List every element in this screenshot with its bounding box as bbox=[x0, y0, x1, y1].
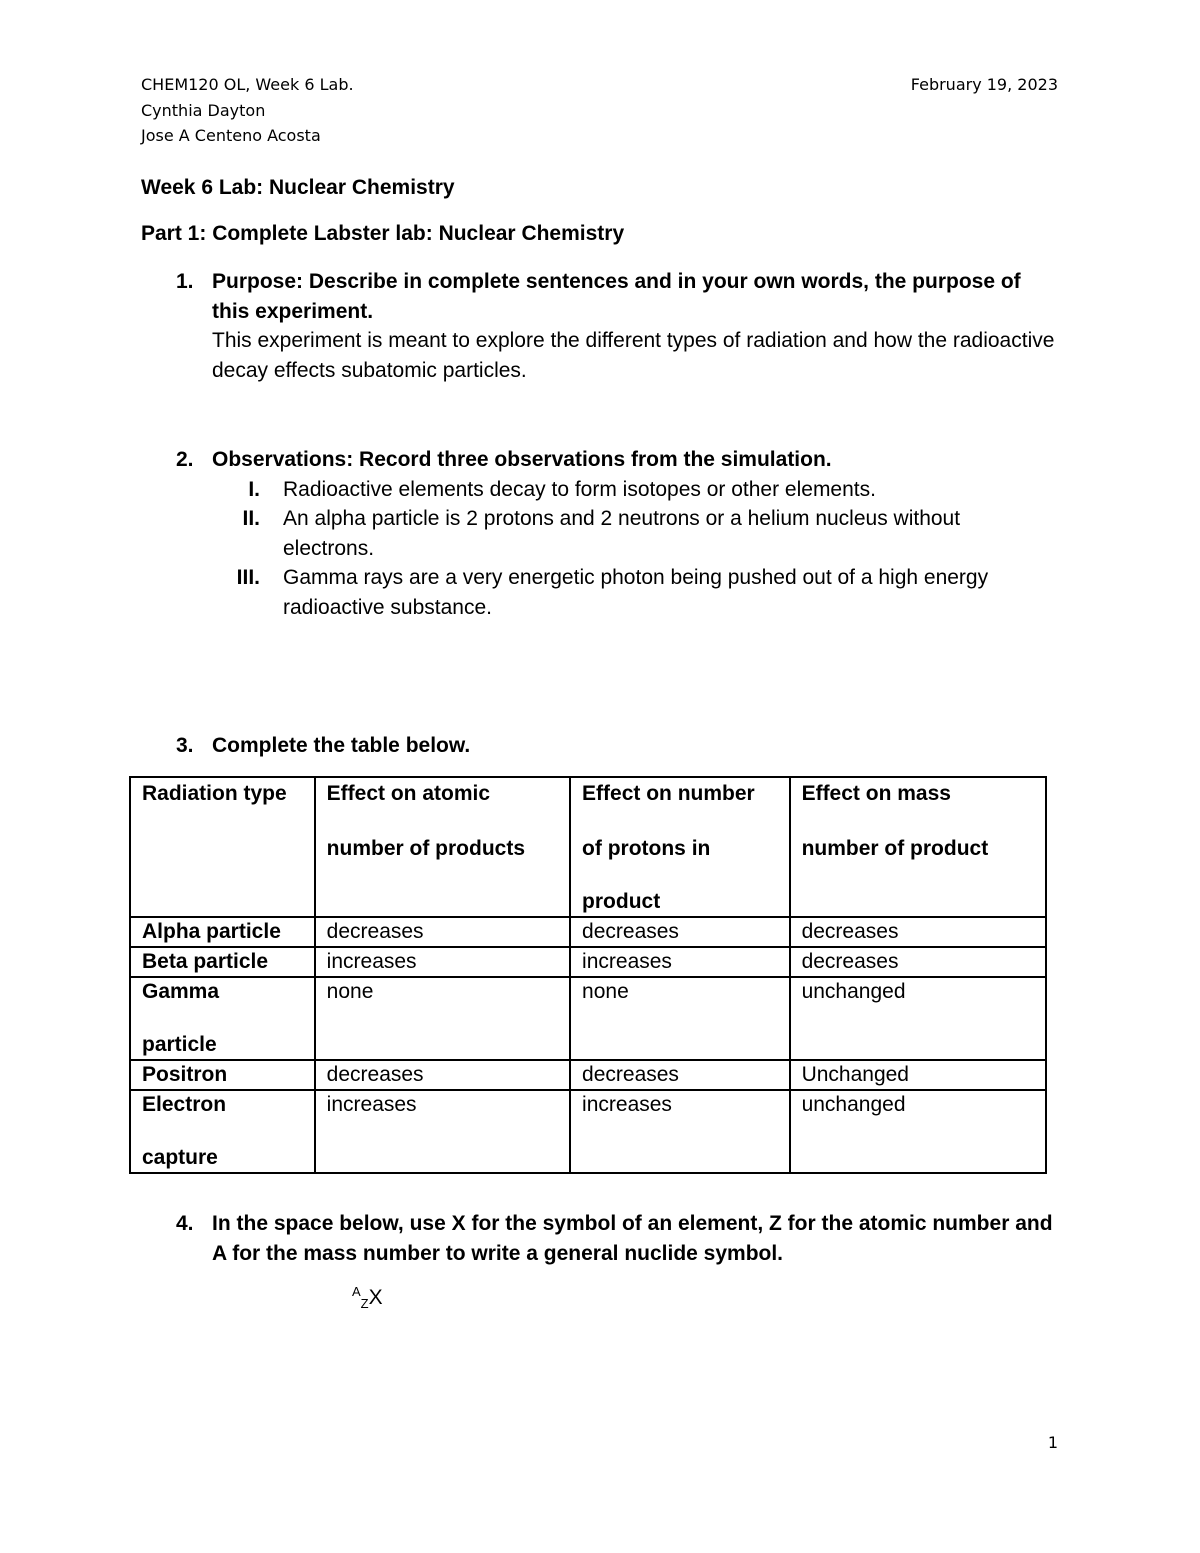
row-label: Beta particle bbox=[130, 947, 315, 977]
cell-mass: unchanged bbox=[790, 977, 1046, 1060]
header-left bbox=[141, 72, 354, 149]
answer-text: This experiment is meant to explore the different types of radiation and how the radioactive decay effects subatomic particles. bbox=[212, 329, 1055, 382]
course-line: CHEM120 OL, Week 6 Lab. bbox=[141, 75, 354, 94]
mass-number: A bbox=[352, 1284, 361, 1299]
nuclide-symbol bbox=[352, 1286, 383, 1310]
cell-mass: decreases bbox=[790, 917, 1046, 947]
observation-text: An alpha particle is 2 protons and 2 neutrons or a helium nucleus without electrons. bbox=[283, 507, 961, 560]
row-label: Alpha particle bbox=[130, 917, 315, 947]
observation-numeral: II. bbox=[242, 507, 260, 530]
question-number: 4. bbox=[176, 1212, 194, 1235]
table-row bbox=[130, 1060, 1046, 1090]
question-2 bbox=[176, 445, 1056, 622]
question-number: 2. bbox=[176, 448, 194, 471]
cell-mass: Unchanged bbox=[790, 1060, 1046, 1090]
row-label: Positron bbox=[130, 1060, 315, 1090]
element-symbol: X bbox=[368, 1286, 383, 1309]
cell-protons: decreases bbox=[570, 917, 790, 947]
cell-protons: decreases bbox=[570, 1060, 790, 1090]
header-cell-protons: Effect on number of protons in product bbox=[570, 777, 790, 917]
header-cell-atomic-number: Effect on atomic number of products bbox=[315, 777, 570, 917]
question-prompt: Purpose: Describe in complete sentences and in your own words, the purpose of this experiment. bbox=[212, 270, 1021, 323]
cell-protons: none bbox=[570, 977, 790, 1060]
header-date: February 19, 2023 bbox=[910, 75, 1058, 94]
cell-atomic: increases bbox=[315, 947, 570, 977]
row-label: Electron capture bbox=[130, 1090, 315, 1173]
table-header-row bbox=[130, 777, 1046, 917]
page-title: Week 6 Lab: Nuclear Chemistry bbox=[141, 176, 455, 199]
cell-atomic: none bbox=[315, 977, 570, 1060]
table-row bbox=[130, 917, 1046, 947]
cell-atomic: increases bbox=[315, 1090, 570, 1173]
cell-protons: increases bbox=[570, 1090, 790, 1173]
header-cell-mass-number: Effect on mass number of product bbox=[790, 777, 1046, 917]
author-1: Cynthia Dayton bbox=[141, 100, 266, 120]
radiation-table bbox=[129, 776, 1047, 1174]
observation-text: Gamma rays are a very energetic photon being pushed out of a high energy radioactive substance. bbox=[283, 566, 989, 619]
question-1 bbox=[176, 267, 1056, 385]
row-label: Gamma particle bbox=[130, 977, 315, 1060]
cell-protons: increases bbox=[570, 947, 790, 977]
observation-item bbox=[212, 563, 1056, 622]
cell-mass: unchanged bbox=[790, 1090, 1046, 1173]
question-prompt: In the space below, use X for the symbol of an element, Z for the atomic number and A for the mass number to write a general nuclide symbol. bbox=[212, 1212, 1053, 1265]
observation-numeral: I. bbox=[248, 477, 260, 501]
question-prompt: Complete the table below. bbox=[212, 734, 471, 757]
question-number: 3. bbox=[176, 734, 194, 757]
cell-mass: decreases bbox=[790, 947, 1046, 977]
cell-atomic: decreases bbox=[315, 1060, 570, 1090]
page-number: 1 bbox=[1047, 1433, 1058, 1452]
header-cell-radiation-type: Radiation type bbox=[130, 777, 315, 917]
table-row bbox=[130, 1090, 1046, 1173]
cell-atomic: decreases bbox=[315, 917, 570, 947]
observation-item bbox=[212, 475, 1056, 505]
observation-text: Radioactive elements decay to form isotopes or other elements. bbox=[283, 477, 876, 501]
observation-item bbox=[212, 504, 1056, 563]
table-row bbox=[130, 947, 1046, 977]
table-row bbox=[130, 977, 1046, 1060]
question-number: 1. bbox=[176, 270, 194, 293]
question-prompt: Observations: Record three observations from the simulation. bbox=[212, 448, 832, 471]
atomic-number: Z bbox=[360, 1296, 369, 1311]
author-2: Jose A Centeno Acosta bbox=[141, 126, 321, 145]
question-3 bbox=[176, 731, 1056, 761]
part-heading: Part 1: Complete Labster lab: Nuclear Chemistry bbox=[141, 222, 625, 245]
observation-list bbox=[212, 475, 1056, 623]
observation-numeral: III. bbox=[236, 566, 260, 589]
question-4 bbox=[176, 1209, 1056, 1268]
